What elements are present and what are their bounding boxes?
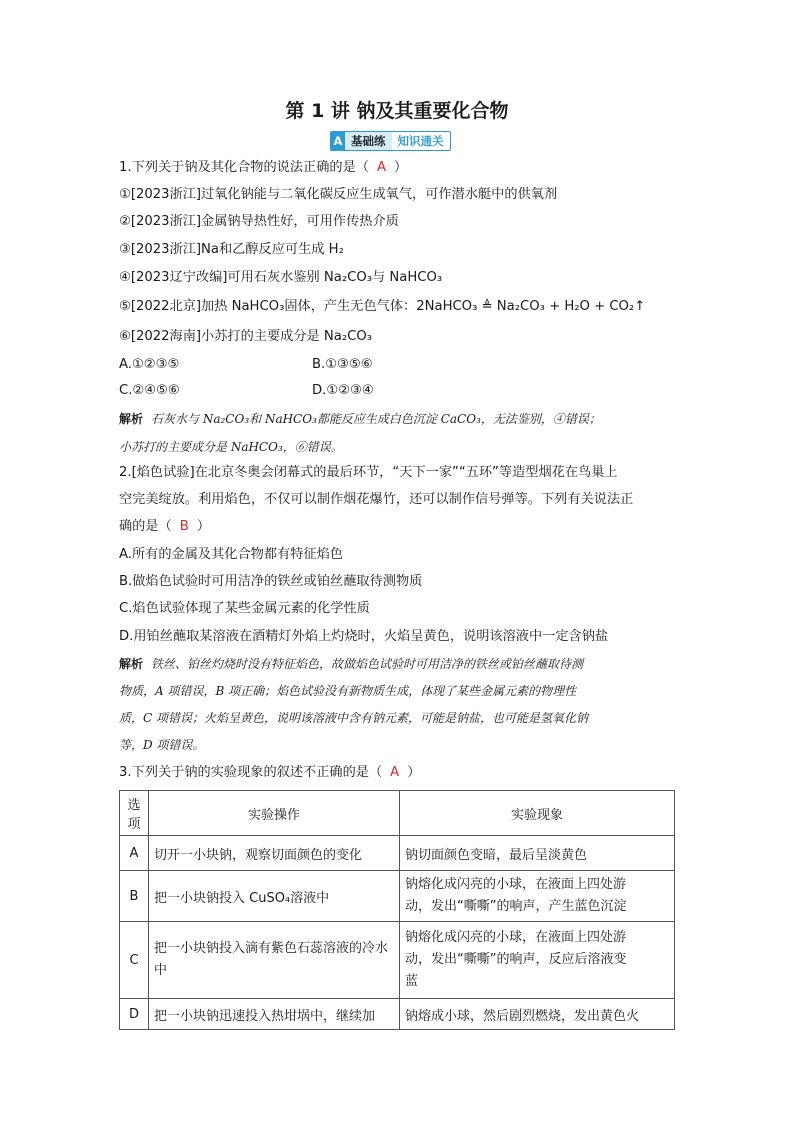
- q1-option: D.①②③④: [312, 383, 374, 398]
- q2-explanation-line: 物质，A 项错误，B 项正确；焰色试验没有新物质生成，体现了某些金属元素的物理性: [119, 684, 577, 698]
- q1-stem: [119, 158, 407, 178]
- q3-stem-text: 3.下列关于钠的实验现象的叙述不正确的是（: [119, 765, 383, 780]
- table-cell-option: A: [120, 836, 149, 871]
- table-row: [120, 922, 675, 999]
- q2-option: C.焰色试验体现了某些金属元素的化学性质: [119, 601, 370, 616]
- table-cell-operation: 把一小块钠投入滴有紫色石蕊溶液的冷水中: [149, 922, 400, 999]
- table-header-row: [120, 791, 675, 836]
- q1-item: ④[2023辽宁改编]可用石灰水鉴别 Na₂CO₃与 NaHCO₃: [119, 270, 443, 285]
- table-cell-phenomenon: [400, 922, 675, 999]
- table-row: [120, 999, 675, 1030]
- q3-answer: A: [390, 765, 400, 780]
- q2-explanation-text: 铁丝、铂丝灼烧时没有特征焰色，故做焰色试验时可用洁净的铁丝或铂丝蘸取待测: [151, 657, 584, 671]
- q2-stem-close: ）: [196, 519, 210, 534]
- q1-explanation-text: 石灰水与 Na₂CO₃和 NaHCO₃都能反应生成白色沉淀 CaCO₃，无法鉴别，④错误；: [151, 412, 601, 426]
- q2-stem-line: 空完美绽放。利用焰色，不仅可以制作烟花爆竹，还可以制作信号弹等。下列有关说法正: [119, 492, 634, 507]
- q1-item: ③[2023浙江]Na和乙醇反应可生成 H₂: [119, 242, 344, 257]
- q2-option: D.用铂丝蘸取某溶液在酒精灯外焰上灼烧时，火焰呈黄色，说明该溶液中一定含钠盐: [119, 629, 609, 644]
- experiment-table: [119, 790, 675, 1030]
- q2-stem-text: 确的是（: [119, 519, 172, 534]
- table-row: [120, 836, 675, 871]
- q1-item: ⑤[2022北京]加热 NaHCO₃固体，产生无色气体：2NaHCO₃ ≜ Na₂CO₃ + H₂O + CO₂↑: [119, 299, 646, 314]
- level-badge: [330, 131, 451, 151]
- q1-stem-close: ）: [394, 160, 408, 175]
- q2-answer: B: [179, 519, 189, 534]
- q1-item: ①[2023浙江]过氧化钠能与二氧化碳反应生成氧气，可作潜水艇中的供氧剂: [119, 187, 558, 202]
- badge-letter: A: [331, 132, 345, 150]
- table-cell-phenomenon: [400, 871, 675, 922]
- table-header: 实验操作: [149, 791, 400, 836]
- q3-stem: [119, 763, 420, 783]
- table-cell-operation: 把一小块钠投入 CuSO₄溶液中: [149, 871, 400, 922]
- table-cell-option: C: [120, 922, 149, 999]
- q2-option: A.所有的金属及其化合物都有特征焰色: [119, 547, 343, 562]
- phenomenon-line: 动，发出“嘶嘶”的响声，产生蓝色沉淀: [405, 899, 627, 914]
- phenomenon-line: 钠熔化成闪亮的小球，在液面上四处游: [405, 930, 627, 945]
- q1-explanation-line: 小苏打的主要成分是 NaHCO₃，⑥错误。: [119, 440, 343, 454]
- phenomenon-line: 蓝: [405, 974, 419, 989]
- q1-explanation-line: [119, 409, 601, 429]
- phenomenon-line: 钠熔化成闪亮的小球，在液面上四处游: [405, 877, 627, 892]
- q1-item: ②[2023浙江]金属钠导热性好，可用作传热介质: [119, 214, 399, 229]
- q1-stem-text: 1.下列关于钠及其化合物的说法正确的是（: [119, 160, 369, 175]
- q2-explanation-line: 质，C 项错误；火焰呈黄色，说明该溶液中含有钠元素，可能是钠盐，也可能是氢氧化钠: [119, 711, 588, 725]
- q1-answer: A: [376, 160, 386, 175]
- table-cell-operation: 把一小块钠迅速投入热坩埚中，继续加: [149, 999, 400, 1030]
- q1-option: A.①②③⑤: [119, 357, 180, 372]
- badge-tag: 知识通关: [392, 132, 450, 150]
- phenomenon-line: 动，发出“嘶嘶”的响声，反应后溶液变: [405, 952, 627, 967]
- q2-explanation-line: 等，D 项错误。: [119, 738, 205, 752]
- table-header: 实验现象: [400, 791, 675, 836]
- table-cell-phenomenon: 钠切面颜色变暗，最后呈淡黄色: [400, 836, 675, 871]
- badge-level: 基础练: [345, 132, 392, 150]
- q2-option: B.做焰色试验时可用洁净的铁丝或铂丝蘸取待测物质: [119, 574, 423, 589]
- q1-option: B.①③⑤⑥: [312, 357, 373, 372]
- q2-explanation-line: [119, 654, 583, 674]
- table-cell-phenomenon: 钠熔成小球，然后剧烈燃烧，发出黄色火: [400, 999, 675, 1030]
- table-cell-option: B: [120, 871, 149, 922]
- q1-item: ⑥[2022海南]小苏打的主要成分是 Na₂CO₃: [119, 329, 373, 344]
- q3-stem-close: ）: [407, 765, 421, 780]
- explanation-label: 解析: [119, 412, 144, 426]
- q1-option: C.②④⑤⑥: [119, 383, 180, 398]
- q2-stem-line: [119, 517, 210, 537]
- table-cell-option: D: [120, 999, 149, 1030]
- q2-stem-line: 2.[焰色试验]在北京冬奥会闭幕式的最后环节，“天下一家”“五环”等造型烟花在鸟巢上: [119, 465, 618, 480]
- table-header: 选项: [120, 791, 149, 836]
- explanation-label: 解析: [119, 657, 144, 671]
- table-cell-operation: 切开一小块钠，观察切面颜色的变化: [149, 836, 400, 871]
- page-title: 第 1 讲 钠及其重要化合物: [285, 100, 509, 122]
- table-row: [120, 871, 675, 922]
